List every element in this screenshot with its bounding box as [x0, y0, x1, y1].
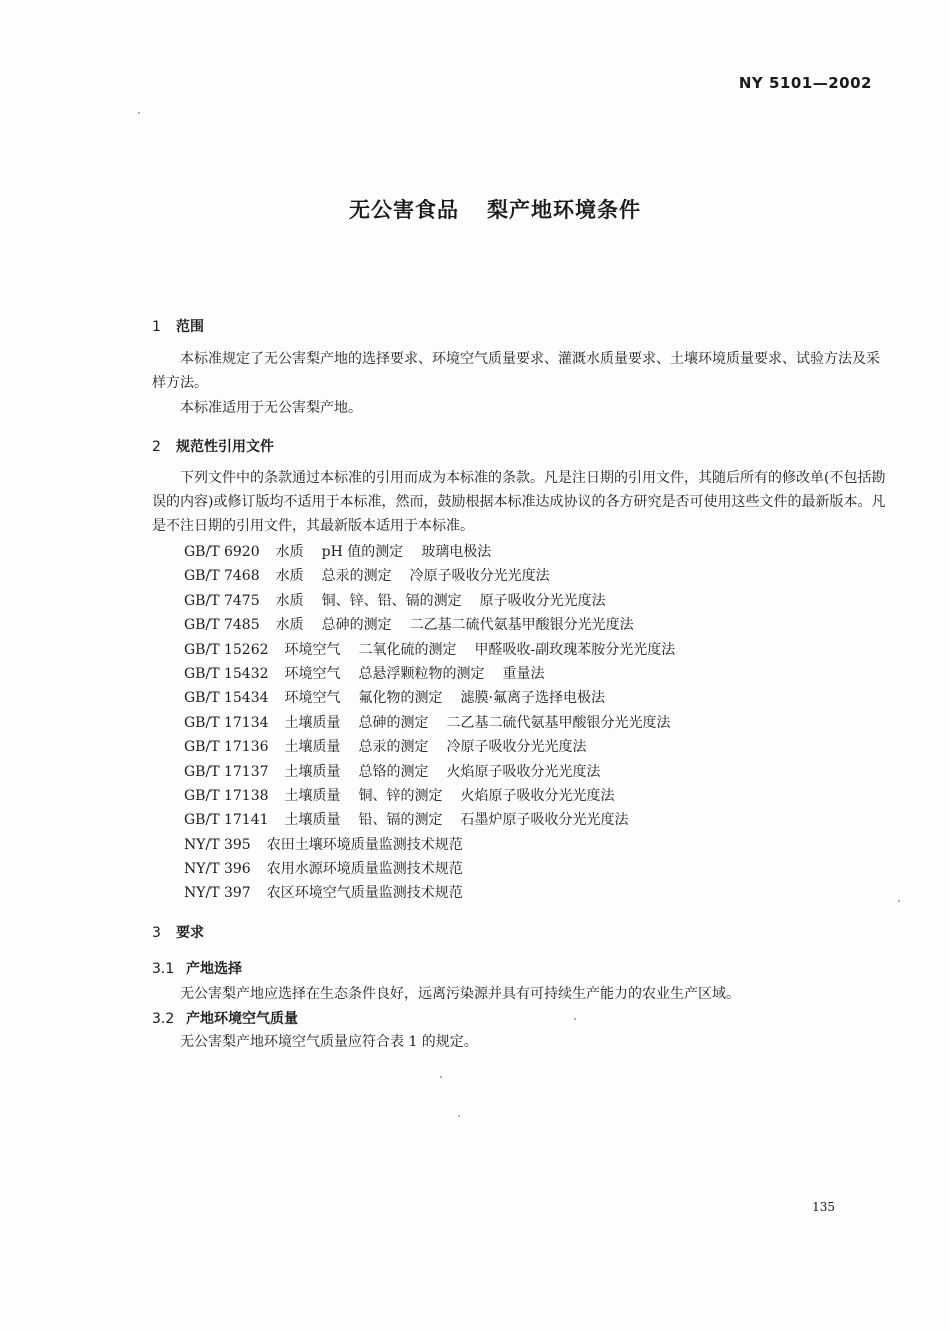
section-3-1-text: 无公害梨产地应选择在生态条件良好，远离污染源并具有可持续生产能力的农业生产区域。	[180, 986, 740, 1002]
ref-method: 二乙基二硫代氨基甲酸银分光光度法	[446, 714, 671, 731]
ref-category: 农用水源环境质量监测技术规范	[266, 861, 463, 878]
reference-item	[184, 833, 675, 857]
scan-speck	[458, 1115, 460, 1117]
ref-code: GB/T 17136	[184, 739, 269, 756]
ref-code: GB/T 17134	[184, 714, 269, 731]
ref-category: 水质	[275, 592, 304, 609]
ref-category: 水质	[275, 617, 304, 634]
ref-category: 环境空气	[284, 690, 341, 707]
ref-item-name: 总砷的测定	[358, 714, 429, 731]
ref-code: GB/T 6920	[184, 544, 260, 560]
ref-code: GB/T 7475	[184, 592, 260, 609]
ref-method: 二乙基二硫代氨基甲酸银分光光度法	[409, 617, 634, 634]
section-2-heading	[152, 436, 274, 456]
document-title	[0, 194, 950, 224]
section-1-paragraph-1: 本标准规定了无公害梨产地的选择要求、环境空气质量要求、灌溉水质量要求、土壤环境质量要求、试验方法及采样方法。	[152, 351, 880, 391]
ref-item-name: 总悬浮颗粒物的测定	[358, 665, 485, 682]
reference-item	[184, 564, 675, 588]
title-part-1: 无公害食品	[349, 198, 459, 222]
ref-item-name: 氟化物的测定	[358, 690, 443, 707]
section-3-1-number: 3.1	[152, 961, 175, 977]
ref-method: 火焰原子吸收分光光度法	[446, 763, 601, 780]
ref-code: GB/T 17138	[184, 787, 269, 804]
reference-item	[184, 662, 675, 686]
ref-category: 环境空气	[284, 641, 341, 658]
section-1-heading	[152, 316, 204, 336]
section-3-1-heading	[152, 958, 242, 978]
ref-code: NY/T 395	[184, 836, 251, 853]
reference-item	[184, 638, 675, 662]
reference-item	[184, 857, 675, 881]
section-3-2-title: 产地环境空气质量	[186, 1011, 298, 1027]
ref-item-name: 总汞的测定	[358, 739, 429, 756]
page-number: 135	[812, 1200, 835, 1214]
ref-category: 农区环境空气质量监测技术规范	[266, 885, 463, 902]
ref-method: 石墨炉原子吸收分光光度法	[460, 812, 629, 829]
ref-category: 土壤质量	[284, 714, 341, 731]
reference-item	[184, 540, 675, 564]
section-2-paragraph-1: 下列文件中的条款通过本标准的引用而成为本标准的条款。凡是注日期的引用文件，其随后所有的修改单(不包括勘误的内容)或修订版均不适用于本标准，然而，鼓励根据本标准达成协议的各方研究是否可使用这些文件的最新版本。凡是不注日期的引用文件，其最新版本适用于本标准。	[152, 470, 886, 534]
section-1-title: 范围	[176, 319, 204, 335]
ref-item-name: 总铬的测定	[358, 763, 429, 780]
reference-item	[184, 613, 675, 637]
ref-item-name: 总汞的测定	[321, 568, 392, 585]
section-3-2-number: 3.2	[152, 1011, 175, 1027]
ref-category: 环境空气	[284, 665, 341, 682]
section-3-1-title: 产地选择	[186, 961, 242, 977]
ref-category: 水质	[275, 544, 304, 560]
reference-item	[184, 711, 675, 735]
ref-method: 重量法	[502, 665, 545, 682]
ref-item-name: pH 值的测定	[321, 544, 404, 560]
ref-code: GB/T 15434	[184, 690, 269, 707]
ref-code: GB/T 15432	[184, 665, 269, 682]
ref-item-name: 铅、镉的测定	[358, 812, 443, 829]
ref-method: 冷原子吸收分光光度法	[446, 739, 587, 756]
ref-item-name: 二氧化硫的测定	[358, 641, 457, 658]
reference-item	[184, 760, 675, 784]
ref-method: 滤膜·氟离子选择电极法	[460, 690, 605, 707]
ref-code: NY/T 396	[184, 861, 251, 878]
ref-code: GB/T 17137	[184, 763, 269, 780]
reference-item	[184, 686, 675, 710]
ref-category: 土壤质量	[284, 763, 341, 780]
scan-speck	[898, 900, 900, 902]
ref-code: GB/T 7485	[184, 617, 260, 634]
scan-speck	[574, 1018, 576, 1020]
reference-item	[184, 881, 675, 905]
section-3-number: 3	[152, 925, 161, 941]
ref-category: 农田土壤环境质量监测技术规范	[266, 836, 463, 853]
section-3-2-heading	[152, 1008, 298, 1028]
ref-category: 水质	[275, 568, 304, 585]
ref-method: 冷原子吸收分光光度法	[409, 568, 550, 585]
scan-speck	[138, 112, 140, 114]
ref-category: 土壤质量	[284, 787, 341, 804]
standard-code: NY 5101—2002	[738, 74, 872, 92]
ref-code: GB/T 7468	[184, 568, 260, 585]
ref-item-name: 铜、锌的测定	[358, 787, 443, 804]
ref-category: 土壤质量	[284, 739, 341, 756]
section-3-2-text: 无公害梨产地环境空气质量应符合表 1 的规定。	[180, 1034, 478, 1050]
ref-code: GB/T 17141	[184, 812, 269, 829]
section-3-title: 要求	[176, 925, 204, 941]
reference-item	[184, 784, 675, 808]
section-1-number: 1	[152, 319, 161, 335]
reference-list	[184, 540, 675, 906]
section-3-heading	[152, 922, 204, 942]
scan-speck	[440, 1076, 442, 1078]
ref-method: 甲醛吸收-副玫瑰苯胺分光光度法	[474, 641, 676, 658]
ref-method: 玻璃电极法	[421, 544, 492, 560]
reference-item	[184, 589, 675, 613]
ref-method: 原子吸收分光光度法	[479, 592, 606, 609]
ref-method: 火焰原子吸收分光光度法	[460, 787, 615, 804]
title-part-2: 梨产地环境条件	[487, 198, 641, 222]
ref-code: GB/T 15262	[184, 641, 269, 658]
ref-item-name: 铜、锌、铅、镉的测定	[321, 592, 462, 609]
ref-category: 土壤质量	[284, 812, 341, 829]
ref-item-name: 总砷的测定	[321, 617, 392, 634]
reference-item	[184, 808, 675, 832]
ref-code: NY/T 397	[184, 885, 251, 902]
section-2-title: 规范性引用文件	[176, 439, 274, 455]
section-2-number: 2	[152, 439, 161, 455]
section-1-paragraph-2: 本标准适用于无公害梨产地。	[180, 400, 362, 416]
reference-item	[184, 735, 675, 759]
